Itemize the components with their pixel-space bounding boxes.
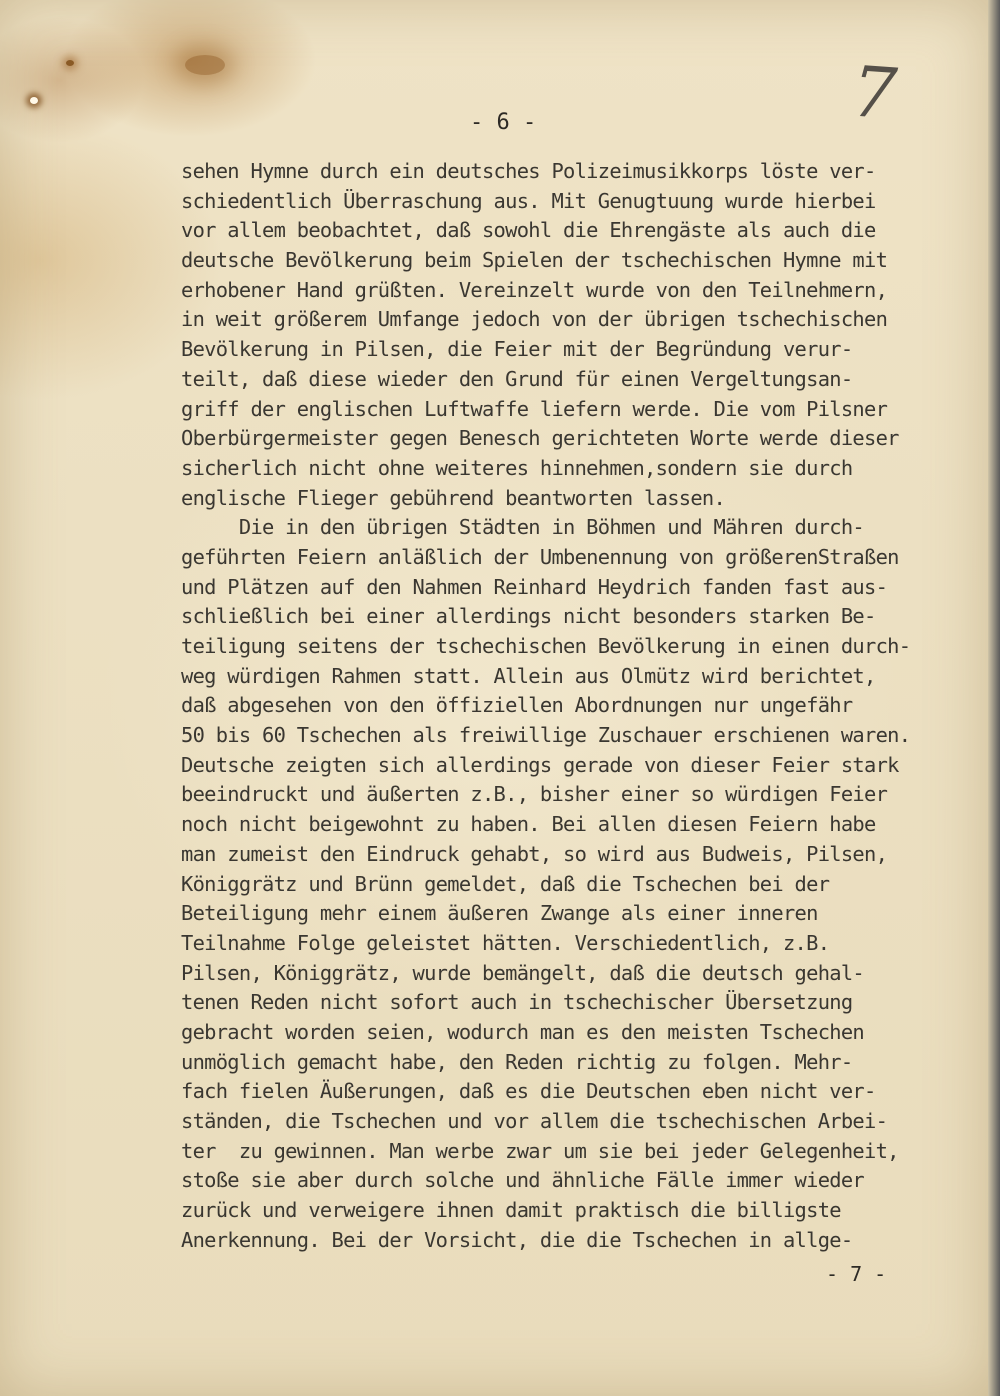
text-line: teilt, daß diese wieder den Grund für einen Vergeltungsan- <box>181 366 853 391</box>
text-line: sehen Hymne durch ein deutsches Polizeimusikkorps löste ver- <box>181 159 876 183</box>
text-line: sicherlich nicht ohne weiteres hinnehmen,sondern sie durch <box>181 455 853 480</box>
text-line: man zumeist den Eindruck gehabt, so wird aus Budweis, Pilsen, <box>181 841 888 866</box>
text-line: in weit größerem Umfange jedoch von der übrigen tschechischen <box>181 307 888 332</box>
text-line: zurück und verweigere ihnen damit praktisch die billigste <box>181 1198 841 1223</box>
text-line: schiedentlich Überraschung aus. Mit Genugtuung wurde hierbei <box>181 188 876 213</box>
text-line: weg würdigen Rahmen statt. Allein aus Olmütz wird berichtet, <box>181 663 876 688</box>
stain-mark <box>185 55 225 75</box>
text-line: tenen Reden nicht sofort auch in tschechischer Übersetzung <box>181 990 853 1015</box>
text-line: Die in den übrigen Städten in Böhmen und Mähren durch- <box>181 515 864 540</box>
text-line: noch nicht beigewohnt zu haben. Bei allen diesen Feiern habe <box>181 812 876 837</box>
text-line: gebracht worden seien, wodurch man es den meisten Tschechen <box>181 1019 864 1044</box>
text-line: vor allem beobachtet, daß sowohl die Ehrengäste als auch die <box>181 218 876 243</box>
page-number: - 6 - <box>470 110 537 135</box>
document-body <box>181 157 941 1255</box>
text-line: Oberbürgermeister gegen Benesch gerichteten Worte werde dieser <box>181 426 899 451</box>
text-line: und Plätzen auf den Nahmen Reinhard Heydrich fanden fast aus- <box>181 574 888 599</box>
text-line: ständen, die Tschechen und vor allem die tschechischen Arbei- <box>181 1109 888 1133</box>
text-line: Beteiligung mehr einem äußeren Zwange als einer inneren <box>181 901 818 926</box>
text-line: schließlich bei einer allerdings nicht besonders starken Be- <box>181 604 876 629</box>
next-page-marker: - 7 - <box>826 1262 887 1286</box>
burn-hole <box>30 97 38 104</box>
page-edge-shadow <box>988 0 1000 1396</box>
text-line: teiligung seitens der tschechischen Bevölkerung in einen durch- <box>181 634 911 658</box>
text-line: Bevölkerung in Pilsen, die Feier mit der Begründung verur- <box>181 337 853 362</box>
text-line: Deutsche zeigten sich allerdings gerade von dieser Feier stark <box>181 752 899 777</box>
text-line: ter zu gewinnen. Man werbe zwar um sie bei jeder Gelegenheit, <box>181 1138 899 1163</box>
text-line: daß abgesehen von den öffiziellen Abordnungen nur ungefähr <box>181 693 853 718</box>
text-line: erhobener Hand grüßten. Vereinzelt wurde von den Teilnehmern, <box>181 277 888 302</box>
burn-mark <box>66 60 74 66</box>
text-line: deutsche Bevölkerung beim Spielen der tschechischen Hymne mit <box>181 248 888 273</box>
text-line: beeindruckt und äußerten z.B., bisher einer so würdigen Feier <box>181 782 888 807</box>
handwritten-folio-number: 7 <box>849 50 900 136</box>
text-line: Anerkennung. Bei der Vorsicht, die die Tschechen in allge- <box>181 1227 853 1252</box>
text-line: Königgrätz und Brünn gemeldet, daß die Tschechen bei der <box>181 871 830 896</box>
text-line: geführten Feiern anläßlich der Umbenennung von größerenStraßen <box>181 544 899 569</box>
text-line: englische Flieger gebührend beantworten lassen. <box>181 485 726 510</box>
text-line: 50 bis 60 Tschechen als freiwillige Zuschauer erschienen waren. <box>181 723 911 748</box>
text-line: Pilsen, Königgrätz, wurde bemängelt, daß die deutsch gehal- <box>181 960 864 985</box>
text-line: fach fielen Äußerungen, daß es die Deutschen eben nicht ver- <box>181 1079 876 1104</box>
text-line: Teilnahme Folge geleistet hätten. Verschiedentlich, z.B. <box>181 930 830 955</box>
text-line: griff der englischen Luftwaffe liefern werde. Die vom Pilsner <box>181 396 888 421</box>
text-line: unmöglich gemacht habe, den Reden richtig zu folgen. Mehr- <box>181 1049 853 1074</box>
text-line: stoße sie aber durch solche und ähnliche Fälle immer wieder <box>181 1168 864 1193</box>
